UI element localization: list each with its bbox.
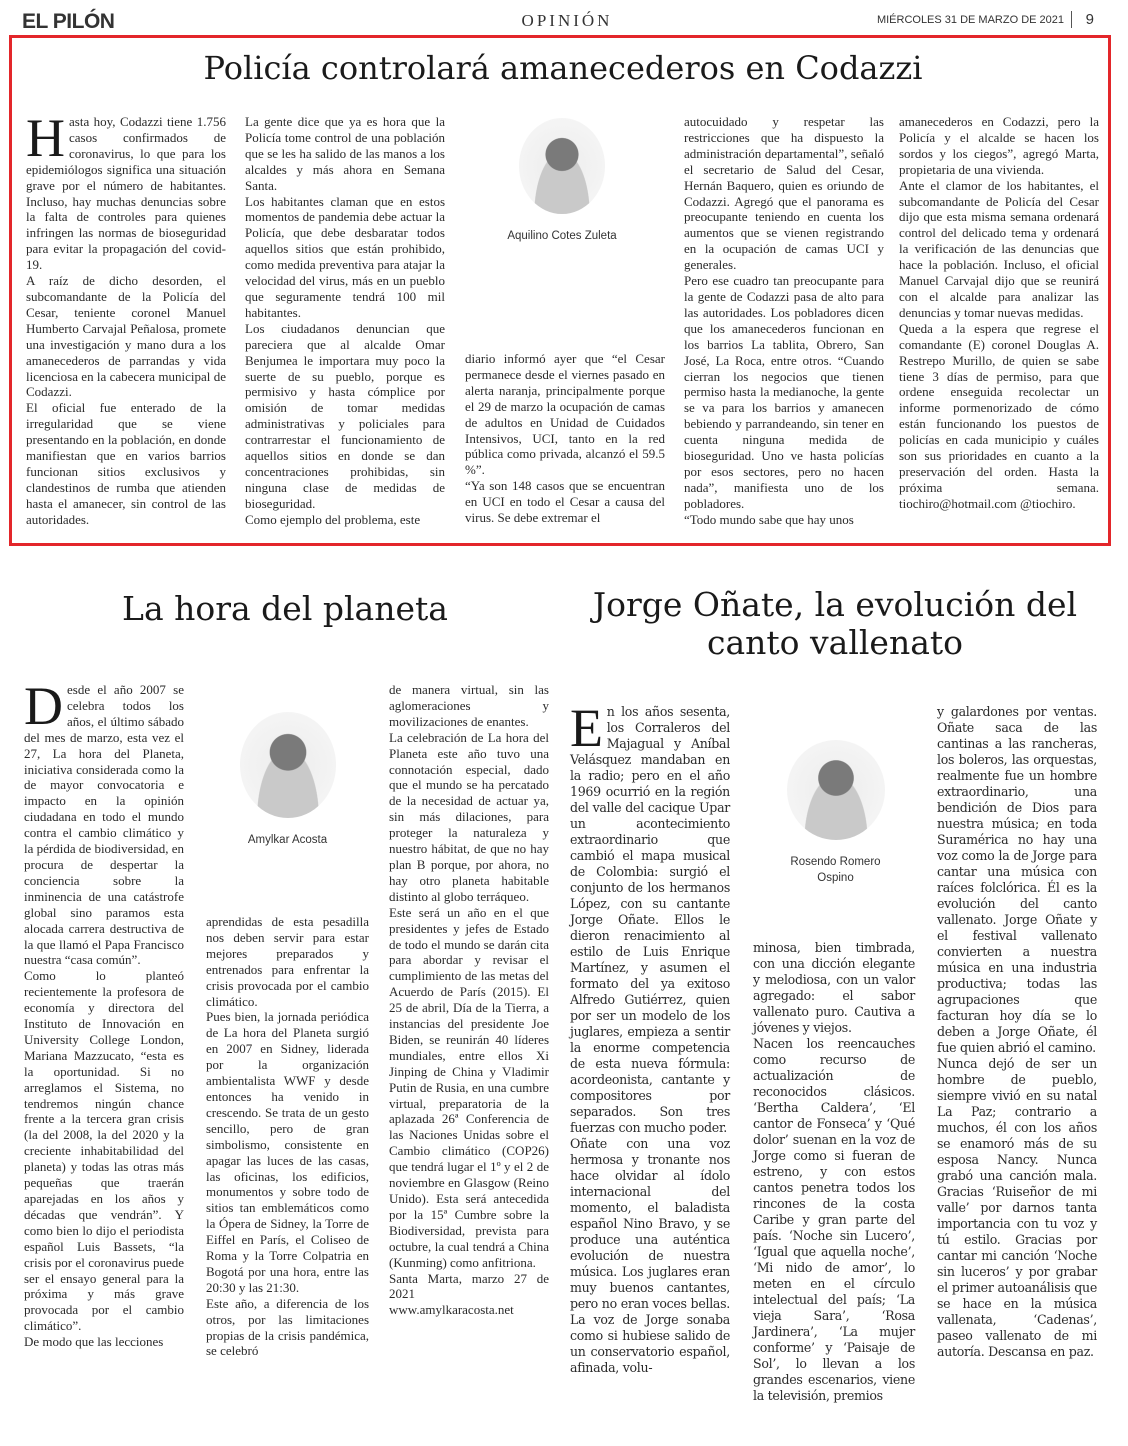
paragraph: Oñate con una voz hermosa y tronante nos hace olvidar al ídolo internacional del momento, el baladista español Nino Bravo, y se produce una auténtica evolución de nuestra música. Los juglares eran muy buenos cantantes, pero no eran voces bellas. La voz de Jorge sonaba como si hubiese salido de un conservatorio español, afinada, volu-	[570, 1136, 730, 1375]
column-text	[465, 351, 665, 526]
dropcap: E	[570, 698, 603, 758]
column-text	[753, 940, 915, 1404]
masthead	[22, 8, 1112, 36]
author-photo	[519, 118, 605, 214]
article-onate-column-3	[937, 704, 1097, 1360]
article-codazzi-column-2	[245, 114, 445, 528]
paragraph: de manera virtual, sin las aglomeraciones y movilizaciones de enantes.	[389, 682, 549, 729]
paragraph: Nacen los reencauches como recurso de actualización de reconocidos clásicos. ‘Bertha Caldera’, ‘El cantor de Fonseca’ y ‘Qué dolor’ suenan en la voz de Jorge como si fueran de estreno, y con estos cantos penetra todos los rincones de la costa Caribe y gran parte del país. ‘Noche sin Lucero’, ‘Igual que aquella noche’, ‘Mi nido de amor’, lo meten en el círculo intelectual del país; ‘La vieja Sara’, ‘Rosa Jardinera’, ‘La mujer conforme’ y ‘Paisaje de Sol’, lo llevan a los grandes escenarios, viene la televisión, premios	[753, 1036, 915, 1403]
paragraph: Pero ese cuadro tan preocupante para la gente de Codazzi pasa de alto para las autoridades. Los pobladores dicen que los amanecederos funcionan en los barrios La tablita, Obrero, San José, La Roca, entre otros. “Cuando cierran los negocios que tienen permiso hasta la medianoche, la gente se va para los barrios y amanecen bebiendo y parrandeando, sin tener en cuenta ninguna medida de bioseguridad. Uno ve hasta policías por esos sectores, pero no hacen nada”, manifiesta uno de los pobladores.	[684, 273, 884, 511]
article-codazzi-column-1	[26, 108, 226, 528]
paragraph: Ante el clamor de los habitantes, el subcomandante de Policía del Cesar dijo que esta misma semana ordenará control del delicado tema y ordenará la verificación de las denuncias que hace la población. Incluso, el oficial Manuel Carvajal dijo que se reunirá con el alcalde para analizar las denuncias y tomar nuevas medidas.	[899, 177, 1099, 320]
column-text	[206, 914, 369, 1359]
paragraph: El oficial fue enterado de la irregularidad que se viene presentando en la población, en donde manifiestan que en varios barrios funcionan sitios exclusivos y clandestinos de rumba que atienden hasta el amanecer, sin control de las autoridades.	[26, 400, 226, 527]
paragraph: Queda a la espera que regrese el comandante (E) coronel Douglas A. Restrepo Murillo, de quien se sabe tiene 3 días de permiso, para que ordene enseguida recolectar un informe pormenorizado de cómo están funcionando los puestos de policías en cada municipio y cuáles son sus prioridades en cuanto a la preservación del orden. Hasta la próxima semana. tiochiro@hotmail.com @tiochiro.	[899, 320, 1099, 511]
article-planeta-column-1	[24, 676, 184, 1350]
author-name-line-1: Rosendo Romero	[790, 856, 881, 868]
column-text	[389, 682, 549, 1318]
author-name	[753, 854, 918, 886]
paragraph: Como lo planteó recientemente la profesora de economía y directora del Instituto de Innovación en University College London, Mariana Mazzucato, “esta es la oportunidad. Si no arreglamos el Sistema, no tendremos ningún chance frente a la tercera gran crisis (la del 2008, la del 2020 y la creciente inhabitabilidad del planeta) y todas las otras más pequeñas que traerán aparejadas en los años y décadas que vendrán”. Y como bien lo dijo el periodista español Luis Bassets, “la crisis por el coronavirus puede ser el ensayo general para la próxima y más grave provocada por el cambio climático”.	[24, 968, 184, 1334]
author-photo	[240, 712, 336, 818]
paragraph: De modo que las lecciones	[24, 1334, 164, 1350]
paragraph: minosa, bien timbrada, con una dicción elegante y melodiosa, con un valor agregado: el sabor vallenato puro. Cautiva a jóvenes y viejos.	[753, 940, 915, 1035]
paragraph: amanecederos en Codazzi, pero la Policía y el alcalde se hacen los sordos y los ciegos”, agregó Marta, propietaria de una vivienda.	[899, 114, 1099, 177]
paragraph: “Ya son 148 casos que se encuentran en UCI en todo el Cesar a causa del virus. Se debe extremar el	[465, 478, 665, 526]
column-text	[24, 676, 184, 1350]
section-title: OPINIÓN	[521, 11, 613, 30]
paragraph: asta hoy, Codazzi tiene 1.756 casos confirmados de coronavirus, lo que para los epidemiólogos significa una situación grave por el número de habitantes. Incluso, hay muchas denuncias sobre la falta de controles para quienes infringen las normas de bioseguridad para evitar la propagación del covid-19.	[26, 114, 226, 273]
column-text	[26, 108, 226, 528]
author-block	[753, 740, 918, 886]
paragraph: diario informó ayer que “el Cesar permanece desde el viernes pasado en alerta naranja, principalmente porque el 29 de marzo la ocupación de camas de adultos en Unidad de Cuidados Intensivos, UCI, tanto en la red pública como privada, alcanzó el 59.5 %”.	[465, 351, 665, 478]
issue-date: MIÉRCOLES 31 DE MARZO DE 2021	[876, 14, 1064, 26]
author-name-line-2: Ospino	[817, 872, 854, 884]
column-text	[684, 114, 884, 528]
dropcap: D	[24, 676, 63, 736]
paragraph: Este año, a diferencia de los otros, por las limitaciones propias de la crisis pandémica, se celebró	[206, 1295, 369, 1359]
page-number: 9	[1071, 11, 1094, 28]
paragraph: esde el año 2007 se celebra todos los años, el último sábado del mes de marzo, esta vez el 27, La hora del Planeta, iniciativa considerada como la de mayor convocatoria e impacto en la opinión ciudadana en todo el mundo contra el cambio climático y la pérdida de biodiversidad, en procura de despertar la conciencia sobre la inminencia de una catástrofe global sino paramos esta alocada carrera destructiva de la que llamó el Papa Francisco nuestra “casa común”.	[24, 682, 184, 968]
author-name: Aquilino Cotes Zuleta	[507, 230, 617, 242]
author-block	[462, 118, 662, 244]
paragraph: www.amylkaracosta.net	[389, 1302, 514, 1318]
author-block	[205, 712, 370, 848]
column-text	[899, 114, 1099, 512]
paragraph: Este será un año en el que presidentes y jefes de Estado de todo el mundo se darán cita para abordar y revisar el cumplimiento de las metas del Acuerdo de París (2015). El 25 de abril, Día de la Tierra, a instancias del presidente Joe Biden, se reunirán 40 líderes mundiales, entre ellos Xi Jinping de China y Vladimir Putin de Rusia, en una cumbre virtual, preparatoria de la aplazada 26ª Conferencia de las Naciones Unidas sobre el Cambio climático (COP26) que tendrá lugar el 1º y el 2 de noviembre en Glasgow (Reino Unido). Esta será antecedida por la 15ª Cumbre sobre la Biodiversidad, prevista para octubre, la cual tendrá a China (Kunming) como anfitriona.	[389, 904, 549, 1270]
article-onate-column-2	[753, 940, 915, 1404]
article-planeta-headline: La hora del planeta	[122, 589, 448, 628]
article-planeta-column-2	[206, 914, 369, 1359]
article-codazzi-column-4	[684, 114, 884, 528]
paragraph: Nunca dejó de ser un hombre de pueblo, siempre vivió en su natal La Paz; contrario a muchos, él con los años se enamoró más de su esposa Nancy. Nunca grabó una canción mala. Gracias ‘Ruiseñor de mi valle’ por darnos tanta importancia con tu voz y tú estilo. Gracias por cantar mi canción ‘Noche sin luceros’ y por grabar el primer autoanálisis que se hace en la música vallenata, ‘Cadenas’, paseo vallenato de mi autoría. Descansa en paz.	[937, 1056, 1097, 1359]
paragraph: y galardones por ventas. Oñate saca de las cantinas a las rancheras, los boleros, las orquestas, realmente fue un hombre extraordinario, una bendición de Dios para nuestra música; en toda Suramérica no hay una voz como la de Jorge para cantar una música con raíces folclórica. Él es la evolución del canto vallenato. Jorge Oñate y el festival vallenato convierten a nuestra música en una industria productiva; todas las agrupaciones que facturan hoy día se lo deben a Jorge Oñate, él fue quien abrió el camino.	[937, 704, 1097, 1055]
paragraph: autocuidado y respetar las restricciones que ha dispuesto la administración departamental”, señaló el secretario de Salud del Cesar, Hernán Baquero, quien es oriundo de Codazzi. Agregó que el panorama es preocupante teniendo en cuenta los aumentos que se vienen registrando en la ocupación de camas UCI y generales.	[684, 114, 884, 273]
article-onate-headline: Jorge Oñate, la evolución del canto vallenato	[592, 585, 1078, 662]
paragraph: Los ciudadanos denuncian que pareciera que al alcalde Omar Benjumea le importara muy poco la suerte de su pueblo, porque es permisivo y hasta cómplice por omisión de tomar medidas administrativas y policiales para contrarrestar el funcionamiento de aquellos sitios en donde se dan concentraciones prohibidas, sin ninguna clase de medidas de bioseguridad.	[245, 320, 445, 511]
paragraph: A raíz de dicho desorden, el subcomandante de la Policía del Cesar, teniente coronel Manuel Humberto Carvajal Peñalosa, promete una investigación y mano dura a los amanecederos de parrandas y vida licenciosa en la cabecera municipal de Codazzi.	[26, 273, 226, 400]
article-onate-column-1	[570, 698, 730, 1376]
paragraph: La celebración de La hora del Planeta este año tuvo una connotación especial, dado que el mundo se ha percatado de la necesidad de actuar ya, sin más dilaciones, para proteger la naturaleza y nuestro hábitat, de que no hay plan B porque, por ahora, no hay otro planeta habitable distinto al globo terráqueo.	[389, 729, 549, 904]
paragraph: Pues bien, la jornada periódica de La hora del Planeta surgió en 2007 en Sidney, liderada por la organización ambientalista WWF y desde entonces ha venido in crescendo. Se trata de un gesto sencillo, pero de gran simbolismo, consistente en apagar las luces de las casas, las oficinas, los edificios, monumentos y sobre todo de sitios tan emblemáticos como la Ópera de Sidney, la Torre de Eiffel en París, el Coliseo de Roma y la Torre Colpatria en Bogotá por una hora, entre las 20:30 y las 21:30.	[206, 1009, 369, 1295]
article-planeta-column-3	[389, 682, 549, 1318]
column-text	[570, 698, 730, 1376]
paragraph: La gente dice que ya es hora que la Policía tome control de una población que se les ha salido de las manos a los alcaldes y más ahora en Semana Santa.	[245, 114, 445, 193]
paragraph: n los años sesenta, los Corraleros del Majagual y Aníbal Velásquez mandaban en la radio; pero en el año 1969 ocurrió en la región del valle del cacique Upar un acontecimiento extraordinario que cambió el mapa musical de Colombia: surgió el conjunto de los hermanos López, con su cantante Jorge Oñate. Ellos le dieron renacimiento al estilo de Luis Enrique Martínez, y asumen el formato del ya exitoso Alfredo Gutiérrez, quien por ser un modelo de los juglares, empieza a sentir la enorme competencia de esta nueva fórmula: acordeonista, cantante y compositores por separados. Son tres fuerzas con mucho poder.	[570, 704, 730, 1135]
paragraph: Santa Marta, marzo 27 de 2021	[389, 1270, 549, 1302]
article-codazzi-column-5	[899, 114, 1099, 512]
author-photo	[787, 740, 885, 840]
newspaper-logo: EL PILÓN	[22, 10, 115, 33]
dropcap: H	[26, 108, 65, 168]
paragraph: “Todo mundo sabe que hay unos	[684, 511, 854, 527]
column-text	[245, 114, 445, 528]
paragraph: aprendidas de esta pesadilla nos deben servir para estar mejores preparados y entrenados para enfrentar la crisis provocada por el cambio climático.	[206, 914, 369, 1009]
paragraph: Como ejemplo del problema, este	[245, 511, 421, 527]
author-name: Amylkar Acosta	[247, 834, 328, 846]
article-codazzi-highlight-box	[9, 35, 1111, 546]
column-text	[937, 704, 1097, 1360]
article-codazzi-column-3	[465, 351, 665, 526]
paragraph: Los habitantes claman que en estos momentos de pandemia debe actuar la Policía, que debe desbaratar todos aquellos sitios que están prohibido, como medida preventiva para atajar la velocidad del virus, más en un pueblo que seguramente tendrá 100 mil habitantes.	[245, 193, 445, 320]
article-codazzi-headline: Policía controlará amanecederos en Codazzi	[203, 49, 923, 87]
